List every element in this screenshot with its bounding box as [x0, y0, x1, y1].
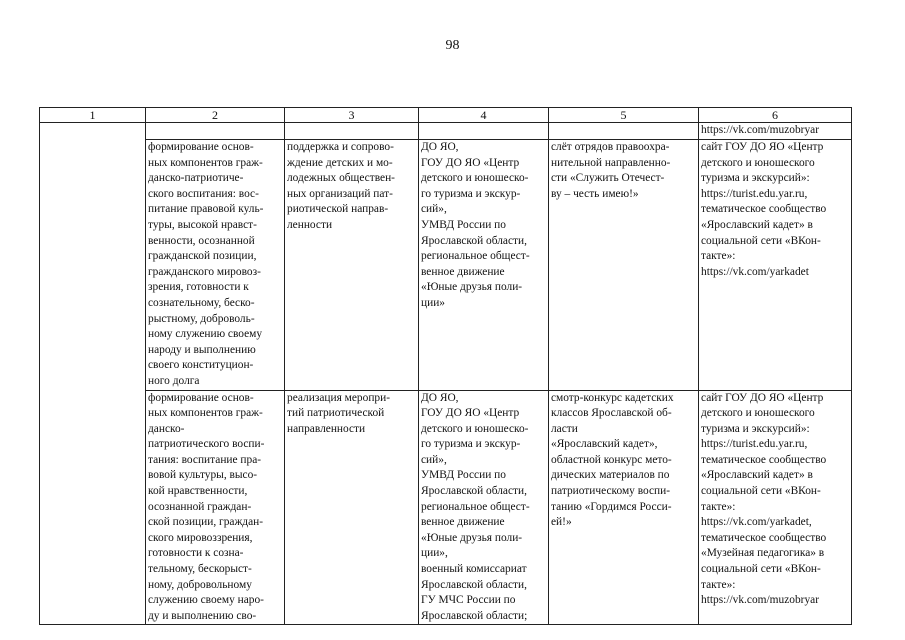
cell-text-line: ласти [551, 422, 578, 435]
cell-text-line: лодежных обществен- [287, 172, 395, 185]
table-cell-col5 [549, 140, 699, 391]
table-cell-col2 [146, 140, 285, 391]
table-cell-col6 [699, 390, 852, 625]
cell-text-line: реализация меропри- [287, 391, 390, 404]
cell-text-line: «Ярославский кадет», [551, 438, 658, 451]
cell-text-line: ных компонентов граж- [148, 156, 263, 169]
cell-text-line: УМВД России по [421, 469, 506, 482]
cell-text-line: дических материалов по [551, 469, 670, 482]
cell-text-line: детского и юношеско- [421, 172, 529, 185]
cell-text-line: https://vk.com/yarkadet [701, 265, 809, 278]
table-row [40, 123, 852, 140]
cell-text-line: го туризма и экскур- [421, 187, 521, 200]
cell-text-line: служению своему наро- [148, 594, 264, 607]
cell-text-line: социальной сети «ВКон- [701, 485, 821, 498]
cell-text-line: тий патриотической [287, 407, 385, 420]
cell-text-line: ции», [421, 547, 448, 560]
cell-text-line: тематическое сообщество [701, 453, 827, 466]
cell-text-line: зрения, готовности к [148, 281, 249, 294]
cell-text-line: Ярославской области; [421, 609, 528, 622]
cell-text-line: «Юные друзья поли- [421, 531, 523, 544]
cell-text-line: туры, высокой нравст- [148, 218, 257, 231]
cell-text-line: https://turist.edu.yar.ru, [701, 187, 808, 200]
cell-text-line: данско-патриотиче- [148, 172, 244, 185]
cell-text-line: ГОУ ДО ЯО «Центр [421, 156, 520, 169]
cell-text-line: нительной направленно- [551, 156, 671, 169]
cell-text-line: формирование основ- [148, 391, 254, 404]
cell-text-line: детского и юношеско- [421, 422, 529, 435]
cell-text-line: кой нравственности, [148, 485, 248, 498]
cell-text-line: ГОУ ДО ЯО «Центр [421, 407, 520, 420]
table-cell-col2 [146, 123, 285, 140]
cell-text-line: рыстному, доброволь- [148, 312, 255, 325]
table-cell-col4 [419, 140, 549, 391]
cell-text-line: ции» [421, 296, 445, 309]
cell-text-line: народу и выполнению [148, 343, 256, 356]
table-cell-col4 [419, 123, 549, 140]
cell-text-line: венности, осознанной [148, 234, 255, 247]
cell-text-line: осознанной граждан- [148, 500, 252, 513]
cell-text-line: военный комиссариат [421, 563, 527, 576]
cell-text-line: тематическое сообщество [701, 531, 827, 544]
cell-text-line: тельному, бескорыст- [148, 563, 252, 576]
cell-text-line: такте»: [701, 500, 736, 513]
cell-text-line: ГУ МЧС России по [421, 594, 516, 607]
cell-text-line: классов Ярославской об- [551, 407, 672, 420]
cell-text-line: ждение детских и мо- [287, 156, 393, 169]
cell-text-line: ленности [287, 218, 333, 231]
cell-text-line: ных организаций пат- [287, 187, 393, 200]
cell-text-line: «Ярославский кадет» в [701, 218, 813, 231]
table-cell-col2 [146, 390, 285, 625]
cell-text-line: ду и выполнению сво- [148, 609, 257, 622]
cell-text-line: гражданского мировоз- [148, 265, 261, 278]
cell-text-line: ДО ЯО, [421, 141, 459, 153]
cell-text-line: Ярославской области, [421, 234, 527, 247]
column-header: 5 [549, 108, 699, 123]
cell-text-line: ву – честь имею!» [551, 187, 639, 200]
cell-text-line: танию «Гордимся Росси- [551, 500, 672, 513]
column-header: 3 [285, 108, 419, 123]
cell-text-line: https://vk.com/muzobryar [701, 124, 819, 136]
cell-text-line: сайт ГОУ ДО ЯО «Центр [701, 141, 824, 153]
cell-text-line: такте»: [701, 578, 736, 591]
table-cell-col5 [549, 390, 699, 625]
cell-text-line: формирование основ- [148, 141, 254, 153]
cell-text-line: ской позиции, граждан- [148, 516, 264, 529]
cell-text-line: своего конституцион- [148, 359, 254, 372]
cell-text-line: направленности [287, 422, 366, 435]
cell-text-line: такте»: [701, 250, 736, 263]
page-number: 98 [445, 38, 460, 53]
cell-text-line: Ярославской области, [421, 485, 527, 498]
cell-text-line: Ярославской области, [421, 578, 527, 591]
cell-text-line: ному, добровольному [148, 578, 252, 591]
cell-text-line: риотической направ- [287, 203, 389, 216]
table-cell-col1 [40, 123, 146, 625]
document-table [39, 107, 852, 625]
cell-text-line: социальной сети «ВКон- [701, 563, 821, 576]
cell-text-line: https://vk.com/muzobryar [701, 594, 819, 607]
cell-text-line: https://turist.edu.yar.ru, [701, 438, 808, 451]
cell-text-line: патриотического воспи- [148, 438, 265, 451]
table-header-row [40, 108, 852, 123]
cell-text-line: «Музейная педагогика» в [701, 547, 825, 560]
cell-text-line: гражданской позиции, [148, 250, 257, 263]
cell-text-line: ДО ЯО, [421, 391, 459, 404]
cell-text-line: УМВД России по [421, 218, 506, 231]
table-cell-col4 [419, 390, 549, 625]
column-header: 6 [699, 108, 852, 123]
column-header: 4 [419, 108, 549, 123]
cell-text-line: https://vk.com/yarkadet, [701, 516, 812, 529]
table-row [40, 390, 852, 625]
table-cell-col6 [699, 123, 852, 140]
cell-text-line: поддержка и сопрово- [287, 141, 394, 153]
cell-text-line: ного долга [148, 374, 200, 387]
cell-text-line: готовности к созна- [148, 547, 244, 560]
cell-text-line: смотр-конкурс кадетских [551, 391, 674, 404]
table-cell-col3 [285, 123, 419, 140]
cell-text-line: венное движение [421, 516, 505, 529]
cell-text-line: сий», [421, 453, 447, 466]
cell-text-line: «Ярославский кадет» в [701, 469, 813, 482]
cell-text-line: питание правовой куль- [148, 203, 264, 216]
table-row [40, 140, 852, 391]
cell-text-line: ского мировоззрения, [148, 531, 253, 544]
table-cell-col6 [699, 140, 852, 391]
cell-text-line: данско- [148, 422, 185, 435]
cell-text-line: патриотическому воспи- [551, 485, 671, 498]
cell-text-line: сознательному, беско- [148, 296, 255, 309]
cell-text-line: детского и юношеского [701, 407, 815, 420]
cell-text-line: региональное общест- [421, 500, 530, 513]
cell-text-line: областной конкурс мето- [551, 453, 672, 466]
cell-text-line: ского воспитания: вос- [148, 187, 259, 200]
table-cell-col5 [549, 123, 699, 140]
table-cell-col3 [285, 140, 419, 391]
cell-text-line: го туризма и экскур- [421, 438, 521, 451]
cell-text-line: сайт ГОУ ДО ЯО «Центр [701, 391, 824, 404]
cell-text-line: «Юные друзья поли- [421, 281, 523, 294]
cell-text-line: вовой культуры, высо- [148, 469, 258, 482]
cell-text-line: тематическое сообщество [701, 203, 827, 216]
cell-text-line: ных компонентов граж- [148, 407, 263, 420]
cell-text-line: ей!» [551, 516, 572, 529]
cell-text-line: венное движение [421, 265, 505, 278]
cell-text-line: тания: воспитание пра- [148, 453, 262, 466]
cell-text-line: ному служению своему [148, 328, 263, 341]
cell-text-line: сий», [421, 203, 447, 216]
cell-text-line: туризма и экскурсий»: [701, 422, 810, 435]
cell-text-line: сти «Служить Отечест- [551, 172, 665, 185]
cell-text-line: региональное общест- [421, 250, 530, 263]
cell-text-line: туризма и экскурсий»: [701, 172, 810, 185]
column-header: 1 [40, 108, 146, 123]
cell-text-line: детского и юношеского [701, 156, 815, 169]
table-cell-col3 [285, 390, 419, 625]
cell-text-line: социальной сети «ВКон- [701, 234, 821, 247]
cell-text-line: слёт отрядов правоохра- [551, 141, 670, 153]
column-header: 2 [146, 108, 285, 123]
